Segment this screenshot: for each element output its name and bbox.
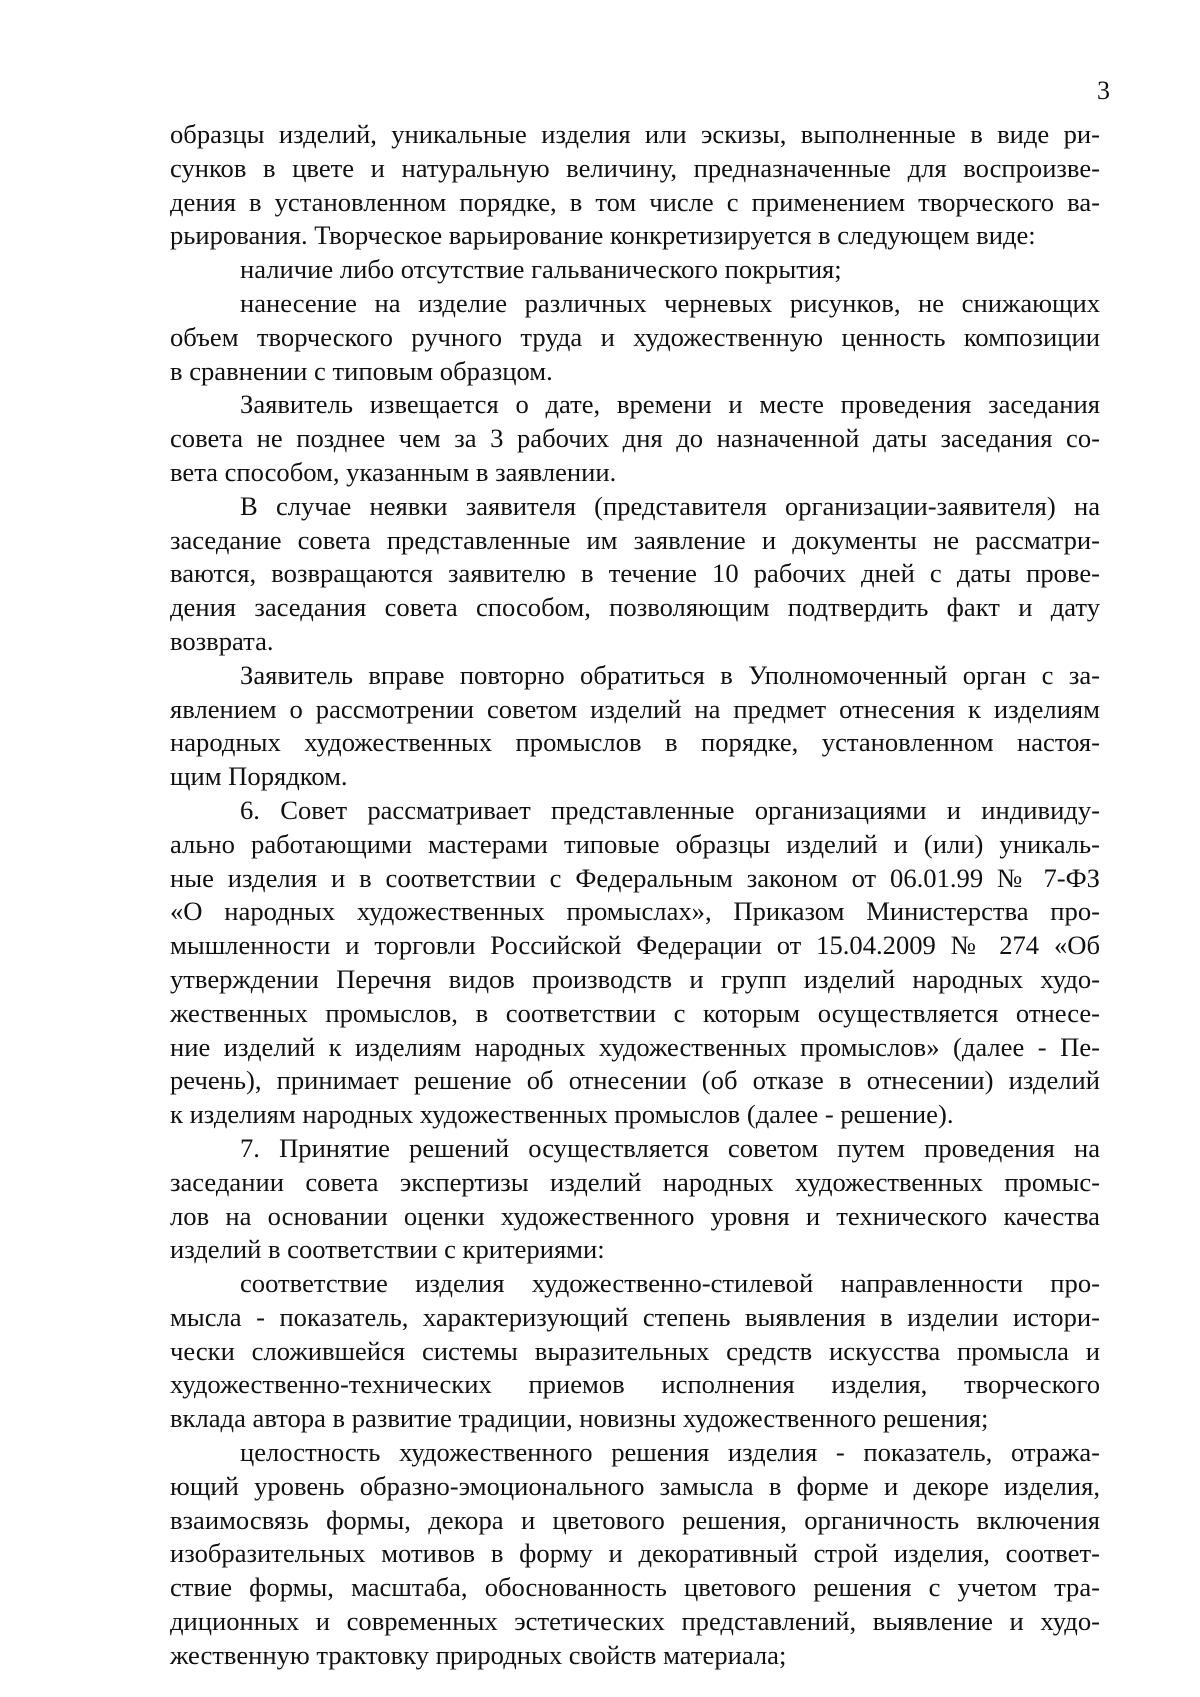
text-line: художественно-технических приемов исполнения изделия, творческого: [170, 1369, 1100, 1400]
text-line: лов на основании оценки художественного уровня и технического качества: [170, 1200, 1100, 1231]
text-line: заседание совета представленные им заявление и документы не рассматри-: [170, 524, 1100, 555]
paragraph: [170, 659, 1100, 794]
text-line: изобразительных мотивов в форму и декоративный строй изделия, соответ-: [170, 1538, 1100, 1569]
text-line: нанесение на изделие различных черневых рисунков, не снижающих: [240, 287, 1100, 318]
text-line: диционных и современных эстетических представлений, выявление и худо-: [170, 1606, 1100, 1637]
text-line: соответствие изделия художественно-стилевой направленности про-: [240, 1268, 1100, 1299]
page-number: 3: [1097, 76, 1110, 105]
text-line: ющий уровень образно-эмоционального замысла в форме и декоре изделия,: [170, 1470, 1100, 1501]
text-line: рьирования. Творческое варьирование конкретизируется в следующем виде:: [170, 220, 1036, 251]
paragraph: [170, 490, 1100, 659]
paragraph: [170, 253, 1100, 287]
text-line: в сравнении с типовым образцом.: [170, 355, 553, 386]
text-line: народных художественных промыслов в порядке, установленном настоя-: [170, 727, 1100, 758]
text-line: изделий в соответствии с критериями:: [170, 1234, 605, 1265]
text-line: образцы изделий, уникальные изделия или эскизы, выполненные в виде ри-: [170, 119, 1100, 149]
text-line: речень), принимает решение об отнесении (об отказе в отнесении) изделий: [170, 1065, 1100, 1096]
text-line: мышленности и торговли Российской Федерации от 15.04.2009 № 274 «Об: [170, 930, 1100, 961]
paragraph: [170, 118, 1100, 253]
paragraph: [170, 1267, 1100, 1436]
text-line: целостность художественного решения изделия - показатель, отража-: [240, 1437, 1100, 1468]
text-line: Заявитель извещается о дате, времени и месте проведения заседания: [240, 389, 1100, 420]
text-line: наличие либо отсутствие гальванического покрытия;: [240, 254, 842, 285]
text-line: мысла - показатель, характеризующий степень выявления в изделии истори-: [170, 1301, 1100, 1332]
text-line: дения заседания совета способом, позволяющим подтвердить факт и дату: [170, 592, 1100, 623]
text-line: 7. Принятие решений осуществляется советом путем проведения на: [240, 1132, 1100, 1163]
text-line: ние изделий к изделиям народных художественных промыслов» (далее - Пе-: [170, 1031, 1100, 1062]
text-line: «О народных художественных промыслах», Приказом Министерства про-: [170, 896, 1100, 927]
text-line: вета способом, указанным в заявлении.: [170, 456, 617, 487]
paragraph: [170, 388, 1100, 489]
text-line: ные изделия и в соответствии с Федеральным законом от 06.01.99 № 7-ФЗ: [170, 862, 1100, 893]
text-line: В случае неявки заявителя (представителя организации-заявителя) на: [240, 490, 1100, 521]
text-line: совета не позднее чем за 3 рабочих дня до назначенной даты заседания со-: [170, 423, 1100, 454]
text-line: объем творческого ручного труда и художественную ценность композиции: [170, 321, 1100, 352]
text-line: возврата.: [170, 625, 274, 656]
text-line: ствие формы, масштаба, обоснованность цветового решения с учетом тра-: [170, 1572, 1100, 1603]
text-line: жественную трактовку природных свойств материала;: [170, 1639, 787, 1670]
text-line: взаимосвязь формы, декора и цветового решения, органичность включения: [170, 1504, 1100, 1535]
paragraph: [170, 1132, 1100, 1267]
text-line: вклада автора в развитие традиции, новизны художественного решения;: [170, 1403, 989, 1434]
text-line: 6. Совет рассматривает представленные организациями и индивиду-: [240, 794, 1100, 825]
text-line: дения в установленном порядке, в том числе с применением творческого ва-: [170, 186, 1100, 217]
paragraph: [170, 287, 1100, 388]
text-line: заседании совета экспертизы изделий народных художественных промыс-: [170, 1166, 1100, 1197]
text-line: сунков в цвете и натуральную величину, предназначенные для воспроизве-: [170, 152, 1100, 183]
paragraph: [170, 1436, 1100, 1673]
text-line: ваются, возвращаются заявителю в течение 10 рабочих дней с даты прове-: [170, 558, 1100, 589]
text-line: жественных промыслов, в соответствии с которым осуществляется отнесе-: [170, 997, 1100, 1028]
text-line: Заявитель вправе повторно обратиться в Уполномоченный орган с за-: [240, 659, 1100, 690]
text-line: ально работающими мастерами типовые образцы изделий и (или) уникаль-: [170, 828, 1100, 859]
paragraph: [170, 794, 1100, 1132]
text-line: к изделиям народных художественных промыслов (далее - решение).: [170, 1099, 954, 1130]
text-line: явлением о рассмотрении советом изделий на предмет отнесения к изделиям: [170, 693, 1100, 724]
document-body: [170, 118, 1100, 1673]
text-line: чески сложившейся системы выразительных средств искусства промысла и: [170, 1335, 1100, 1366]
text-line: щим Порядком.: [170, 761, 348, 792]
text-line: утверждении Перечня видов производств и групп изделий народных худо-: [170, 963, 1100, 994]
